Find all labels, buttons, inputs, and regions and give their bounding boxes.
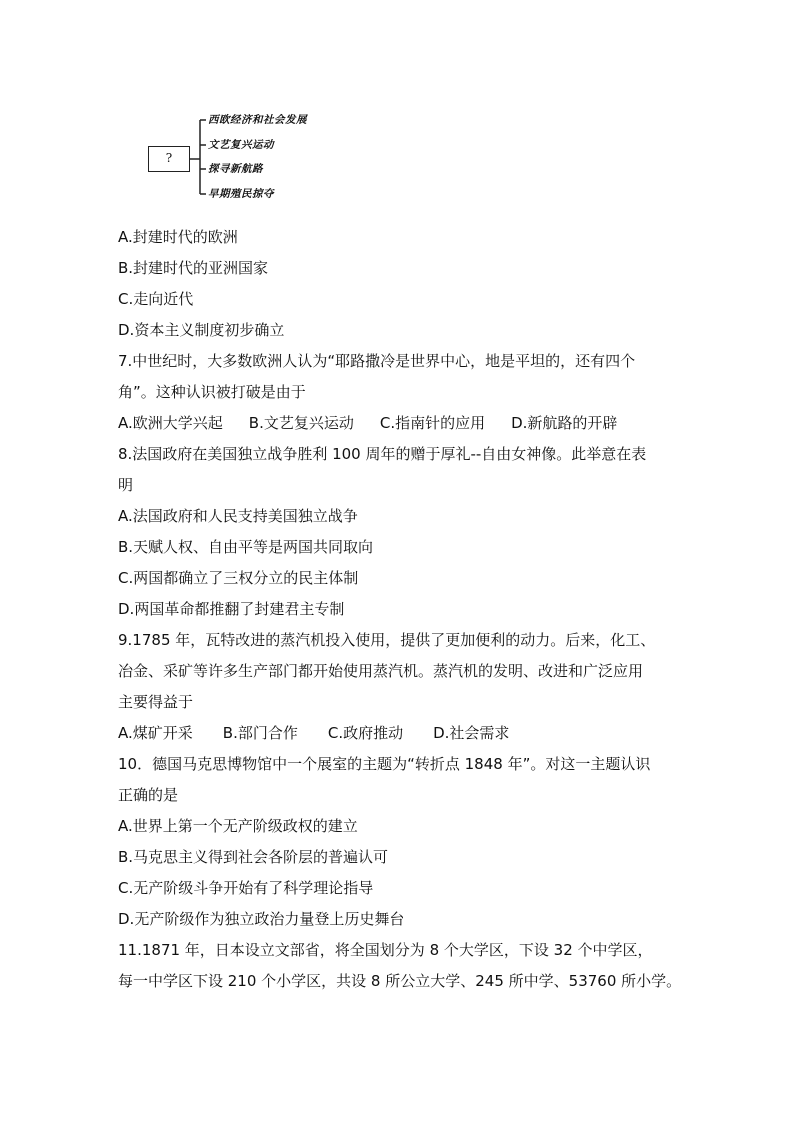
q6-option-b: B.封建时代的亚洲国家 — [118, 259, 269, 277]
q11-stem-line1: 11.1871 年，日本设立文部省，将全国划分为 8 个大学区，下设 32 个中学区， — [118, 941, 653, 959]
q7-options — [118, 408, 678, 439]
q10-option-d: D.无产阶级作为独立政治力量登上历史舞台 — [118, 910, 405, 928]
q7-option-b: B.文艺复兴运动 — [248, 414, 354, 432]
concept-diagram — [140, 108, 370, 208]
q9-option-c: C.政府推动 — [327, 724, 404, 742]
q9-stem-line2: 冶金、采矿等许多生产部门都开始使用蒸汽机。蒸汽机的发明、改进和广泛应用 — [118, 662, 644, 680]
q7-option-a: A.欧洲大学兴起 — [118, 414, 223, 432]
q11-stem-line2: 每一中学区下设 210 个小学区，共设 8 所公立大学、245 所中学、53760 所小学。 — [118, 972, 682, 990]
q6-option-d: D.资本主义制度初步确立 — [118, 321, 285, 339]
q8-option-b: B.天赋人权、自由平等是两国共同取向 — [118, 538, 374, 556]
diagram-center-box: ? — [148, 146, 190, 172]
q9-stem-line1: 9.1785 年，瓦特改进的蒸汽机投入使用，提供了更加便利的动力。后来，化工、 — [118, 631, 656, 649]
q9-options — [118, 718, 678, 749]
q10-stem-line1: 10．德国马克思博物馆中一个展室的主题为“转折点 1848 年”。对这一主题认识 — [118, 755, 651, 773]
q9-option-a: A.煤矿开采 — [118, 724, 193, 742]
q9-option-d: D.社会需求 — [433, 724, 510, 742]
q10-stem-line2: 正确的是 — [118, 786, 179, 804]
q10-option-c: C.无产阶级斗争开始有了科学理论指导 — [118, 879, 374, 897]
q6-option-a: A.封建时代的欧洲 — [118, 228, 238, 246]
q10-option-a: A.世界上第一个无产阶级政权的建立 — [118, 817, 358, 835]
q6-option-c: C.走向近代 — [118, 290, 194, 308]
q7-option-c: C.指南针的应用 — [379, 414, 486, 432]
q8-option-d: D.两国革命都推翻了封建君主专制 — [118, 600, 345, 618]
q9-option-b: B.部门合作 — [222, 724, 298, 742]
diagram-branch-2: 文艺复兴运动 — [208, 139, 274, 151]
question-content — [118, 222, 682, 997]
q8-option-a: A.法国政府和人民支持美国独立战争 — [118, 507, 358, 525]
diagram-branch-4: 早期殖民掠夺 — [208, 188, 274, 200]
q8-stem-line2: 明 — [118, 476, 134, 494]
q7-stem-line1: 7.中世纪时，大多数欧洲人认为“耶路撒冷是世界中心，地是平坦的，还有四个 — [118, 352, 636, 370]
q9-stem-line3: 主要得益于 — [118, 693, 194, 711]
q8-stem-line1: 8.法国政府在美国独立战争胜利 100 周年的赠于厚礼--自由女神像。此举意在表 — [118, 445, 647, 463]
q7-stem-line2: 角”。这种认识被打破是由于 — [118, 383, 306, 401]
diagram-branch-1: 西欧经济和社会发展 — [208, 114, 307, 126]
q8-option-c: C.两国都确立了三权分立的民主体制 — [118, 569, 359, 587]
q10-option-b: B.马克思主义得到社会各阶层的普遍认可 — [118, 848, 389, 866]
diagram-branch-3: 探寻新航路 — [208, 163, 263, 175]
q7-option-d: D.新航路的开辟 — [511, 414, 618, 432]
